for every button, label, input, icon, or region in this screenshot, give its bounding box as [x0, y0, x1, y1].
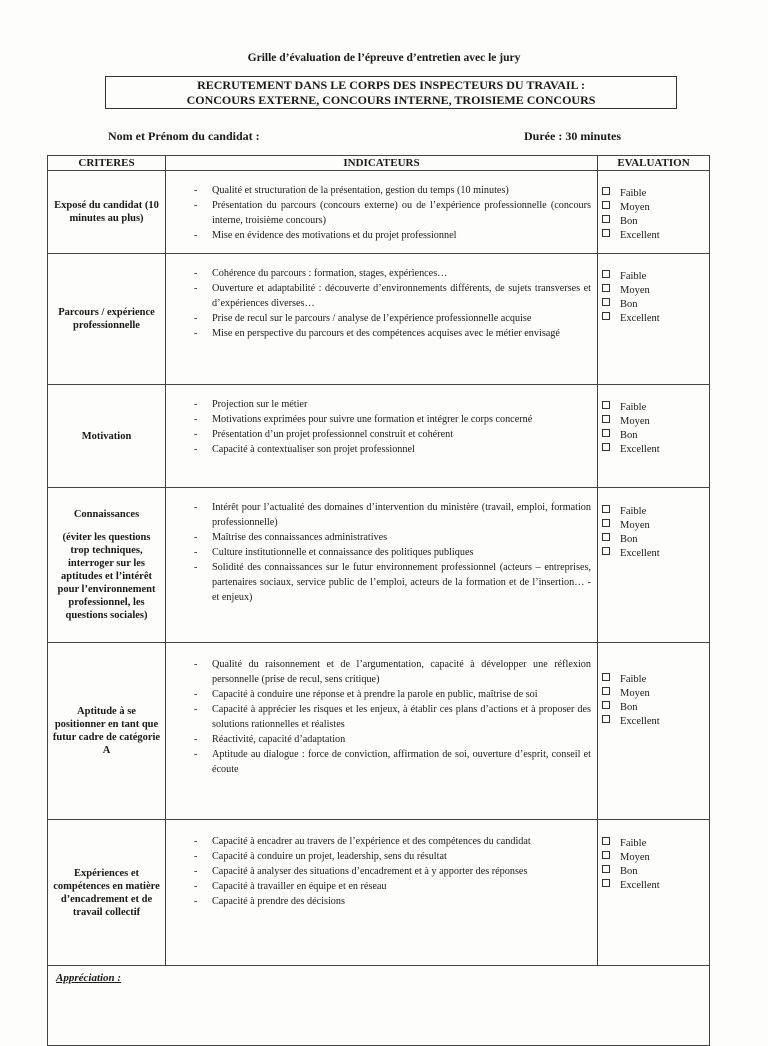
criterion-row	[48, 254, 710, 385]
evaluation-option[interactable]	[598, 298, 709, 312]
checkbox[interactable]	[602, 715, 610, 723]
checkbox[interactable]	[602, 865, 610, 873]
indicator-item: - Mise en perspective du parcours et des compétences acquises avec le métier envisagé	[166, 326, 591, 341]
indicators-cell	[166, 820, 598, 966]
checkbox[interactable]	[602, 837, 610, 845]
indicator-list	[166, 183, 597, 243]
indicator-item: - Capacité à analyser des situations d’encadrement et à y apporter des réponses	[166, 864, 591, 879]
indicators-cell	[166, 171, 598, 254]
indicator-list	[166, 657, 597, 777]
evaluation-option-label: Excellent	[620, 716, 660, 727]
competition-title-line-2: CONCOURS EXTERNE, CONCOURS INTERNE, TROISIEME CONCOURS	[186, 93, 596, 107]
evaluation-option[interactable]	[598, 270, 709, 284]
evaluation-option-label: Excellent	[620, 313, 660, 324]
checkbox[interactable]	[602, 673, 610, 681]
criterion-cell	[48, 171, 166, 254]
indicator-list	[166, 397, 597, 457]
evaluation-option-label: Excellent	[620, 444, 660, 455]
evaluation-option[interactable]	[598, 187, 709, 201]
competition-title-line-1: RECRUTEMENT DANS LE CORPS DES INSPECTEURS DU TRAVAIL :	[197, 78, 585, 92]
criterion-label: Exposé du candidat (10 minutes au plus)	[54, 200, 159, 224]
evaluation-option[interactable]	[598, 547, 709, 561]
evaluation-cell	[598, 820, 710, 966]
indicator-item: - Intérêt pour l’actualité des domaines d’intervention du ministère (travail, emploi, formation professionnelle)	[166, 500, 591, 530]
checkbox[interactable]	[602, 215, 610, 223]
evaluation-options	[598, 505, 709, 561]
criterion-cell	[48, 385, 166, 488]
indicator-item: - Capacité à travailler en équipe et en réseau	[166, 879, 591, 894]
evaluation-option[interactable]	[598, 701, 709, 715]
indicator-item: - Présentation du parcours (concours externe) ou de l’expérience professionnelle (concours interne, troisième concours)	[166, 198, 591, 228]
criterion-cell	[48, 820, 166, 966]
header-row	[48, 156, 710, 171]
indicator-item: - Projection sur le métier	[166, 397, 591, 412]
evaluation-options	[598, 673, 709, 729]
column-header-criteria: CRITERES	[48, 156, 166, 171]
indicators-cell	[166, 385, 598, 488]
checkbox[interactable]	[602, 270, 610, 278]
criterion-label: Parcours / expérience professionnelle	[58, 307, 155, 331]
evaluation-option-label: Bon	[620, 534, 638, 545]
evaluation-option-label: Excellent	[620, 230, 660, 241]
indicator-item: - Prise de recul sur le parcours / analyse de l’expérience professionnelle acquise	[166, 311, 591, 326]
evaluation-option[interactable]	[598, 879, 709, 893]
checkbox[interactable]	[602, 687, 610, 695]
indicator-item: - Maîtrise des connaissances administratives	[166, 530, 591, 545]
evaluation-cell	[598, 643, 710, 820]
criterion-label: Connaissances	[73, 509, 140, 520]
indicator-item: - Capacité à conduire un projet, leadership, sens du résultat	[166, 849, 591, 864]
criterion-label: Aptitude à se positionner en tant que futur cadre de catégorie A	[52, 706, 161, 756]
indicator-list	[166, 266, 597, 341]
evaluation-option[interactable]	[598, 215, 709, 229]
checkbox[interactable]	[602, 505, 610, 513]
evaluation-option-label: Moyen	[620, 688, 650, 699]
evaluation-option[interactable]	[598, 415, 709, 429]
criterion-cell	[48, 488, 166, 643]
indicator-item: - Présentation d’un projet professionnel construit et cohérent	[166, 427, 591, 442]
evaluation-option-label: Excellent	[620, 548, 660, 559]
checkbox[interactable]	[602, 312, 610, 320]
evaluation-option-label: Moyen	[620, 852, 650, 863]
evaluation-cell	[598, 488, 710, 643]
evaluation-option[interactable]	[598, 401, 709, 415]
evaluation-grid	[47, 155, 710, 1046]
checkbox[interactable]	[602, 443, 610, 451]
indicator-item: - Capacité à prendre des décisions	[166, 894, 591, 909]
evaluation-option[interactable]	[598, 505, 709, 519]
evaluation-options	[598, 270, 709, 326]
indicator-item: - Aptitude au dialogue : force de conviction, affirmation de soi, ouverture d’esprit, conseil et écoute	[166, 747, 591, 777]
candidate-name-label: Nom et Prénom du candidat :	[108, 129, 260, 143]
evaluation-option-label: Moyen	[620, 202, 650, 213]
indicator-item: - Mise en évidence des motivations et du projet professionnel	[166, 228, 591, 243]
evaluation-options	[598, 401, 709, 457]
checkbox[interactable]	[602, 519, 610, 527]
checkbox[interactable]	[602, 201, 610, 209]
evaluation-option-label: Faible	[620, 838, 647, 849]
checkbox[interactable]	[602, 298, 610, 306]
evaluation-option[interactable]	[598, 429, 709, 443]
evaluation-option-label: Bon	[620, 430, 638, 441]
appreciation-label: Appréciation :	[56, 972, 122, 984]
indicator-item: - Qualité du raisonnement et de l’argumentation, capacité à développer une réflexion personnelle (prise de recul, sens critique)	[166, 657, 591, 687]
evaluation-option[interactable]	[598, 673, 709, 687]
evaluation-option[interactable]	[598, 443, 709, 457]
competition-title-box	[105, 76, 677, 109]
criterion-row	[48, 171, 710, 254]
evaluation-option[interactable]	[598, 687, 709, 701]
checkbox[interactable]	[602, 415, 610, 423]
evaluation-option-label: Faible	[620, 188, 647, 199]
column-header-indicators: INDICATEURS	[166, 156, 598, 171]
evaluation-option-label: Bon	[620, 702, 638, 713]
indicator-list	[166, 500, 597, 605]
indicator-item: - Réactivité, capacité d’adaptation	[166, 732, 591, 747]
column-header-evaluation: EVALUATION	[598, 156, 710, 171]
indicator-item: - Ouverture et adaptabilité : découverte d’environnements différents, de sujets transverses et d’expériences diverses…	[166, 281, 591, 311]
indicator-item: - Motivations exprimées pour suivre une formation et intégrer le corps concerné	[166, 412, 591, 427]
criterion-cell	[48, 643, 166, 820]
evaluation-option-label: Faible	[620, 506, 647, 517]
evaluation-option[interactable]	[598, 865, 709, 879]
indicator-item: - Qualité et structuration de la présentation, gestion du temps (10 minutes)	[166, 183, 591, 198]
evaluation-option[interactable]	[598, 284, 709, 298]
criterion-row	[48, 488, 710, 643]
evaluation-option[interactable]	[598, 229, 709, 243]
indicator-item: - Capacité à contextualiser son projet professionnel	[166, 442, 591, 457]
evaluation-option-label: Bon	[620, 866, 638, 877]
criterion-row	[48, 820, 710, 966]
indicator-item: - Cohérence du parcours : formation, stages, expériences…	[166, 266, 591, 281]
evaluation-option-label: Moyen	[620, 520, 650, 531]
indicator-item: - Solidité des connaissances sur le futur environnement professionnel (acteurs – entreprises, partenaires sociaux, service public de l’emploi, acteurs de la formation et de l’insertion… - et enjeux)	[166, 560, 591, 605]
criterion-row	[48, 385, 710, 488]
indicator-list	[166, 834, 597, 909]
evaluation-cell	[598, 254, 710, 385]
criterion-label: Motivation	[81, 430, 132, 442]
evaluation-option-label: Moyen	[620, 285, 650, 296]
evaluation-cell	[598, 171, 710, 254]
appreciation-row	[48, 966, 710, 1046]
evaluation-option-label: Faible	[620, 271, 647, 282]
evaluation-option-label: Excellent	[620, 880, 660, 891]
indicator-item: - Culture institutionnelle et connaissance des politiques publiques	[166, 545, 591, 560]
evaluation-cell	[598, 385, 710, 488]
checkbox[interactable]	[602, 429, 610, 437]
evaluation-option[interactable]	[598, 837, 709, 851]
evaluation-option[interactable]	[598, 312, 709, 326]
evaluation-option-label: Bon	[620, 299, 638, 310]
evaluation-option-label: Faible	[620, 674, 647, 685]
evaluation-option[interactable]	[598, 533, 709, 547]
evaluation-options	[598, 837, 709, 893]
appreciation-cell[interactable]	[48, 966, 710, 1046]
evaluation-option-label: Faible	[620, 402, 647, 413]
evaluation-option[interactable]	[598, 519, 709, 533]
checkbox[interactable]	[602, 187, 610, 195]
document-title: Grille d’évaluation de l’épreuve d’entretien avec le jury	[247, 52, 521, 64]
duration-label: Durée : 30 minutes	[524, 129, 621, 143]
checkbox[interactable]	[602, 701, 610, 709]
checkbox[interactable]	[602, 547, 610, 555]
indicator-item: - Capacité à encadrer au travers de l’expérience et des compétences du candidat	[166, 834, 591, 849]
indicators-cell	[166, 488, 598, 643]
criterion-note: (éviter les questions trop techniques, interroger sur les aptitudes et l’intérêt pour l’environnement professionnel, les questions sociales)	[57, 532, 156, 621]
indicators-cell	[166, 643, 598, 820]
indicator-item: - Capacité à apprécier les risques et les enjeux, à établir ces plans d’actions et à proposer des solutions rationnelles et réalistes	[166, 702, 591, 732]
evaluation-options	[598, 187, 709, 243]
checkbox[interactable]	[602, 229, 610, 237]
checkbox[interactable]	[602, 401, 610, 409]
evaluation-option[interactable]	[598, 851, 709, 865]
checkbox[interactable]	[602, 879, 610, 887]
criterion-label: Expériences et compétences en matière d’encadrement et de travail collectif	[53, 867, 160, 918]
indicators-cell	[166, 254, 598, 385]
checkbox[interactable]	[602, 284, 610, 292]
evaluation-option-label: Moyen	[620, 416, 650, 427]
criterion-cell	[48, 254, 166, 385]
evaluation-option-label: Bon	[620, 216, 638, 227]
criterion-row	[48, 643, 710, 820]
indicator-item: - Capacité à conduire une réponse et à prendre la parole en public, maîtrise de soi	[166, 687, 591, 702]
evaluation-option[interactable]	[598, 201, 709, 215]
checkbox[interactable]	[602, 533, 610, 541]
checkbox[interactable]	[602, 851, 610, 859]
evaluation-option[interactable]	[598, 715, 709, 729]
